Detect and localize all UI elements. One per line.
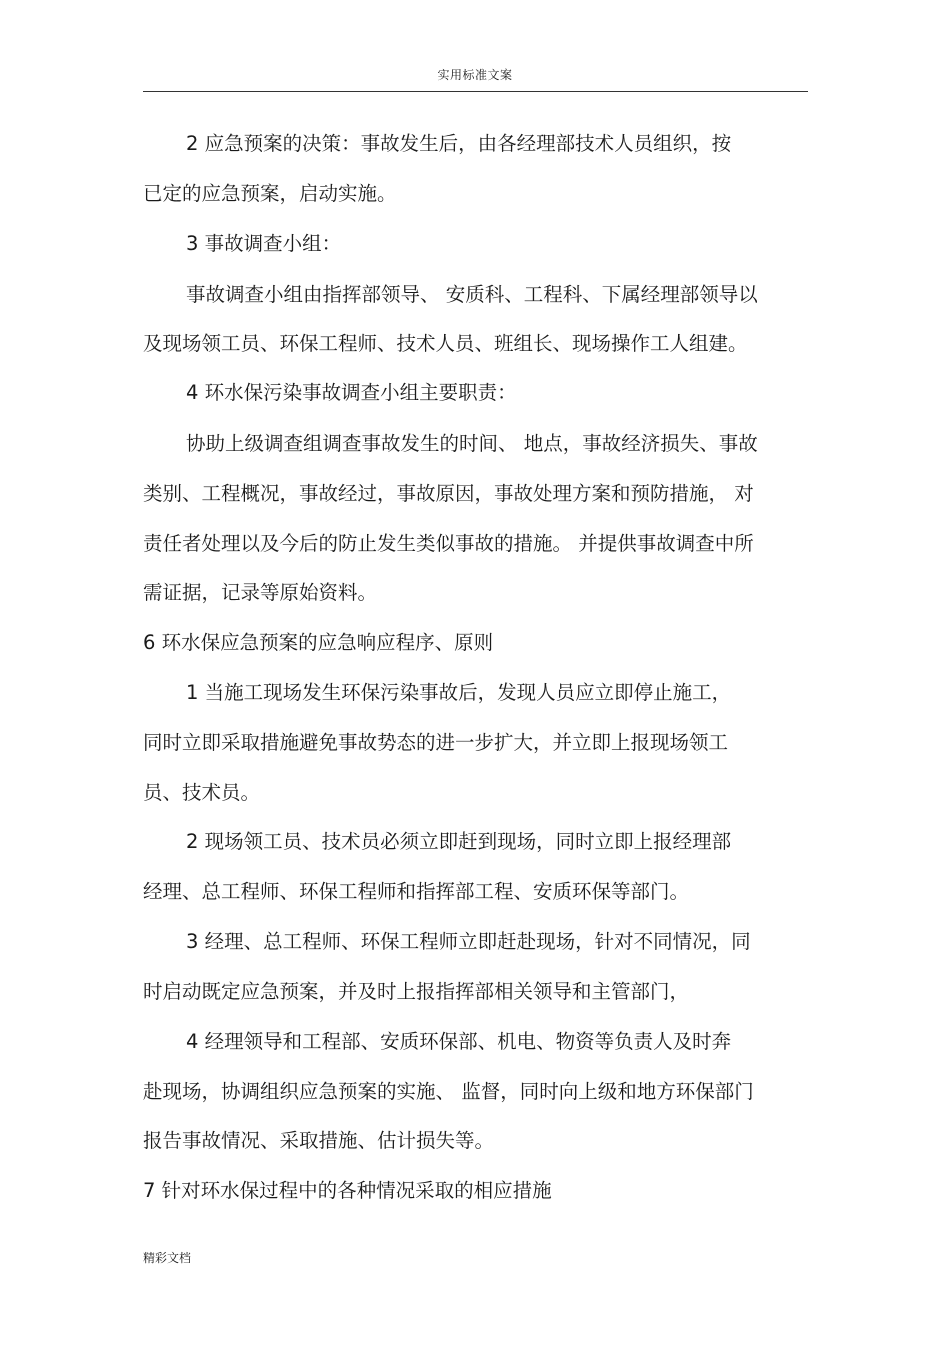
text-line: 3 事故调查小组：: [186, 232, 342, 255]
text-line: 及现场领工员、环保工程师、技术人员、班组长、现场操作工人组建。: [143, 332, 748, 355]
text-line: 员、技术员。: [143, 781, 261, 804]
text-line: 责任者处理以及今后的防止发生类似事故的措施。 并提供事故调查中所: [143, 532, 754, 555]
text-line: 事故调查小组由指挥部领导、 安质科、工程科、下属经理部领导以: [186, 283, 758, 306]
section-heading: 7 针对环水保过程中的各种情况采取的相应措施: [143, 1179, 552, 1202]
text-line: 经理、总工程师、环保工程师和指挥部工程、安质环保等部门。: [143, 880, 690, 903]
text-line: 类别、工程概况，事故经过，事故原因，事故处理方案和预防措施， 对: [143, 482, 754, 505]
text-line: 需证据，记录等原始资料。: [143, 581, 378, 604]
text-line: 3 经理、总工程师、环保工程师立即赶赴现场，针对不同情况，同: [186, 930, 751, 953]
text-line: 4 环水保污染事故调查小组主要职责：: [186, 381, 517, 404]
section-heading: 6 环水保应急预案的应急响应程序、原则: [143, 631, 494, 654]
page-footer: 精彩文档: [143, 1251, 192, 1265]
text-line: 协助上级调查组调查事故发生的时间、 地点，事故经济损失、事故: [186, 432, 758, 455]
text-line: 1 当施工现场发生环保污染事故后，发现人员应立即停止施工，: [186, 681, 732, 704]
text-line: 同时立即采取措施避免事故势态的进一步扩大，并立即上报现场领工: [143, 731, 729, 754]
page-header: 实用标准文案: [437, 68, 513, 82]
header-rule: [143, 91, 808, 92]
text-line: 2 应急预案的决策：事故发生后，由各经理部技术人员组织，按: [186, 132, 732, 155]
text-line: 报告事故情况、采取措施、估计损失等。: [143, 1129, 495, 1152]
text-line: 4 经理领导和工程部、安质环保部、机电、物资等负责人及时奔: [186, 1030, 732, 1053]
text-line: 已定的应急预案，启动实施。: [143, 182, 397, 205]
text-line: 时启动既定应急预案，并及时上报指挥部相关领导和主管部门，: [143, 980, 690, 1003]
text-line: 2 现场领工员、技术员必须立即赶到现场，同时立即上报经理部: [186, 830, 732, 853]
text-line: 赴现场，协调组织应急预案的实施、 监督，同时向上级和地方环保部门: [143, 1080, 754, 1103]
